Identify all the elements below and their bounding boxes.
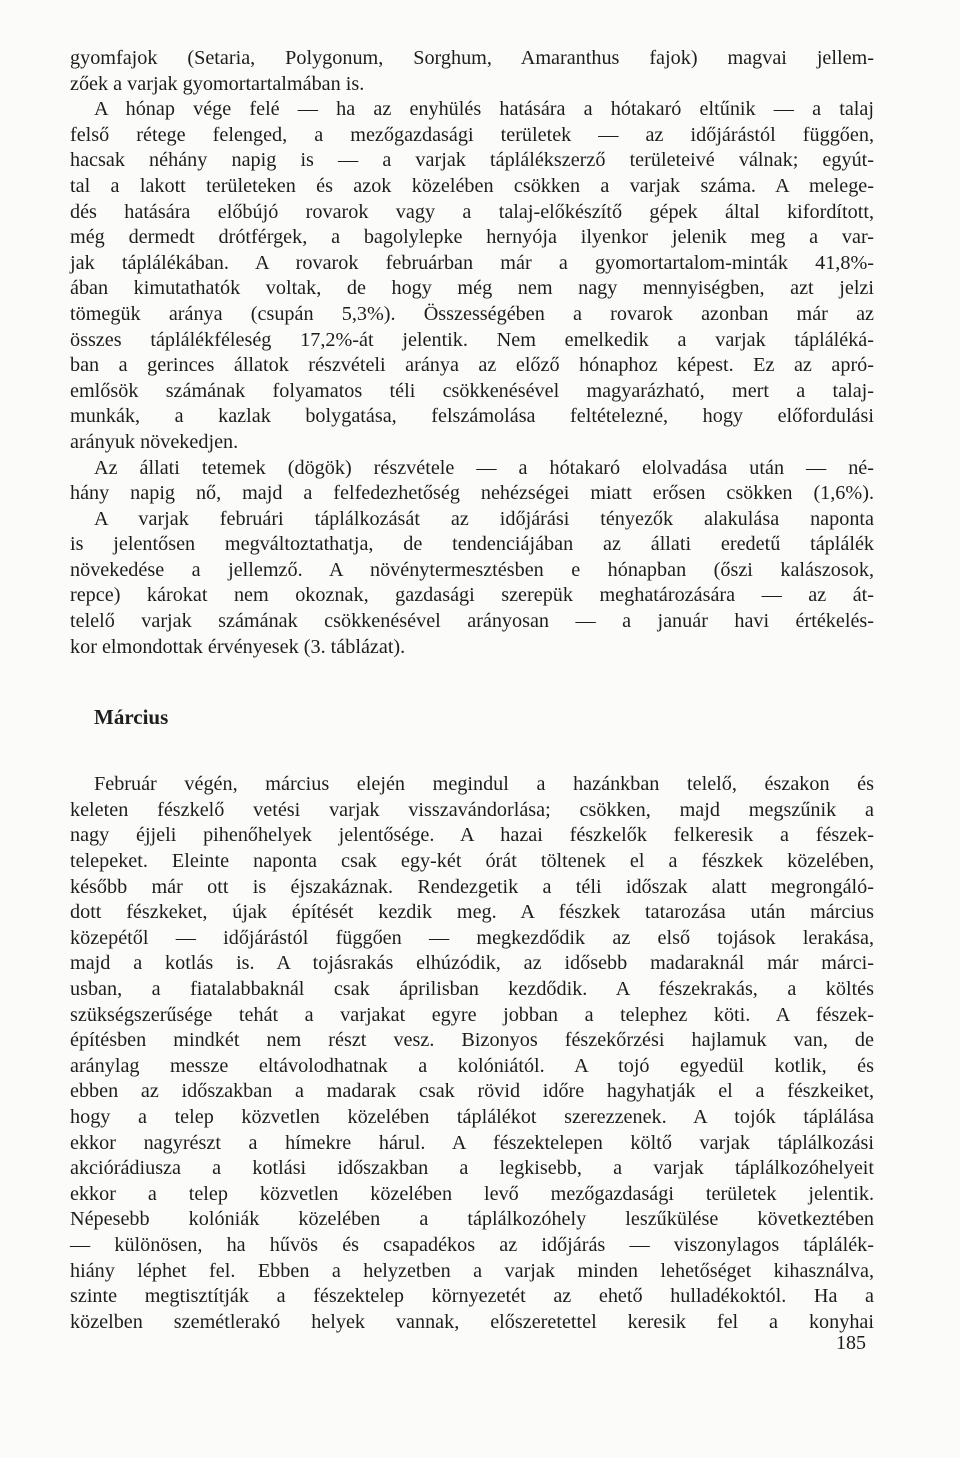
text-line: közepétől — időjárástól függően — megkezdődik az első tojások lerakása, — [70, 926, 874, 949]
text-line: szükségszerűsége tehát a varjakat egyre jobban a telephez köti. A fészek- — [70, 1003, 874, 1026]
text-line: építésben mindkét nem részt vesz. Bizonyos fészekőrzési hajlamuk van, de — [70, 1029, 874, 1052]
text-line: is jelentősen megváltoztathatja, de tendenciájában az állati eredetű táplálék — [70, 533, 874, 556]
text-line: A varjak februári táplálkozását az időjárási tényezők alakulása naponta — [94, 507, 874, 530]
text-line: később már ott is éjszakáznak. Rendezgetik a téli időszak alatt megrongáló- — [70, 875, 874, 898]
text-line: repce) károkat nem okoznak, gazdasági szerepük meghatározására — az át- — [70, 584, 874, 607]
text-line: dott fészkeket, újak építését kezdik meg. A fészkek tatarozása után március — [70, 901, 874, 924]
text-line: tal a lakott területeken és azok közelében csökken a varjak száma. A melege- — [70, 174, 874, 197]
text-line: hány napig nő, majd a felfedezhetőség nehézségei miatt erősen csökken (1,6%). — [70, 482, 874, 505]
text-line: emlősök számának folyamatos téli csökkenésével magyarázható, mert a talaj- — [70, 379, 874, 402]
text-line: A hónap vége felé — ha az enyhülés hatására a hótakaró eltűnik — a talaj — [94, 98, 874, 121]
text-line: összes táplálékféleség 17,2%-át jelentik. Nem emelkedik a varjak tápláléká- — [70, 328, 874, 351]
text-line: ában kimutathatók voltak, de hogy még nem nagy mennyiségben, azt jelzi — [70, 277, 874, 300]
text-line: dés hatására előbújó rovarok vagy a talaj-előkészítő gépek által kifordított, — [70, 200, 874, 223]
paragraph-march — [70, 772, 874, 1335]
page-content — [70, 46, 874, 1335]
text-line: arányuk növekedjen. — [70, 430, 239, 453]
text-line: kor elmondottak érvényesek (3. táblázat). — [70, 635, 406, 658]
paragraph-feeding-february — [70, 46, 874, 660]
text-line: telepeket. Eleinte naponta csak egy-két órát töltenek el a fészkek közelében, — [70, 850, 874, 873]
text-line: ebben az időszakban a madarak csak rövid időre hagyhatják el a fészkeiket, — [70, 1080, 874, 1103]
text-line: növekedése a jellemző. A növénytermesztésben e hónapban (őszi kalászosok, — [70, 558, 874, 581]
text-line: usban, a fiatalabbaknál csak áprilisban kezdődik. A fészekrakás, a költés — [70, 978, 874, 1000]
text-line: telelő varjak számának csökkenésével arányosan — a január havi értékelés- — [70, 610, 874, 633]
text-line: nagy éjjeli pihenőhelyek jelentősége. A hazai fészkelők felkeresik a fészek- — [70, 824, 874, 847]
text-line: Február végén, március elején megindul a hazánkban telelő, északon és — [94, 773, 874, 796]
text-line: felső rétege felenged, a mezőgazdasági területek — az időjárástól függően, — [70, 123, 874, 146]
section-gap — [70, 660, 874, 702]
text-line: keleten fészkelő vetési varjak visszavándorlása; csökken, majd megszűnik a — [70, 798, 874, 821]
text-line: hacsak néhány napig is — a varjak táplálékszerző területeivé válnak; egyút- — [70, 149, 874, 172]
text-line: aránylag messze eltávolodhatnak a kolóniától. A tojó egyedül kotlik, és — [70, 1054, 874, 1077]
text-line: — különösen, ha hűvös és csapadékos az időjárás — viszonylagos táplálék- — [70, 1233, 874, 1256]
text-line: ekkor a telep közvetlen közelében levő mezőgazdasági területek jelentik. — [70, 1182, 874, 1205]
text-line: Népesebb kolóniák közelében a táplálkozóhely leszűkülése következtében — [70, 1208, 874, 1231]
text-line: jak táplálékában. A rovarok februárban már a gyomortartalom-minták 41,8%- — [70, 251, 874, 274]
text-line: szinte megtisztítják a fészektelep környezetét az ehető hulladékoktól. Ha a — [70, 1285, 874, 1308]
text-line: zőek a varjak gyomortartalmában is. — [70, 72, 365, 95]
text-line: hiány léphet fel. Ebben a helyzetben a varjak minden lehetőséget kihasználva, — [70, 1259, 874, 1282]
text-line: ban a gerinces állatok részvételi aránya az előző hónaphoz képest. Ez az apró- — [70, 354, 874, 377]
section-heading: Március — [94, 705, 169, 730]
page-number: 185 — [836, 1332, 866, 1354]
text-line: ekkor nagyrészt a hímekre hárul. A fészektelepen költő varjak táplálkozási — [70, 1131, 874, 1154]
text-line: munkák, a kazlak bolygatása, felszámolása feltételezné, hogy előfordulási — [70, 405, 874, 428]
text-line: még dermedt drótférgek, a bagolylepke hernyója ilyenkor jelenik meg a var- — [70, 226, 874, 249]
text-line: hogy a telep közvetlen közelében táplálékot szerezzenek. A tojók táplálása — [70, 1105, 874, 1128]
text-line: akciórádiusza a kotlási időszakban a legkisebb, a varjak táplálkozóhelyeit — [70, 1157, 874, 1180]
text-line: Az állati tetemek (dögök) részvétele — a hótakaró elolvadása után — né- — [94, 456, 874, 479]
text-line: közelben szemétlerakó helyek vannak, előszeretettel keresik fel a konyhai — [70, 1310, 874, 1333]
section-gap — [70, 732, 874, 772]
text-line: majd a kotlás is. A tojásrakás elhúzódik, az idősebb madaraknál már márci- — [70, 952, 874, 975]
text-line: gyomfajok (Setaria, Polygonum, Sorghum, Amaranthus fajok) magvai jellem- — [70, 47, 874, 69]
text-line: tömegük aránya (csupán 5,3%). Összességében a rovarok azonban már az — [70, 302, 874, 325]
